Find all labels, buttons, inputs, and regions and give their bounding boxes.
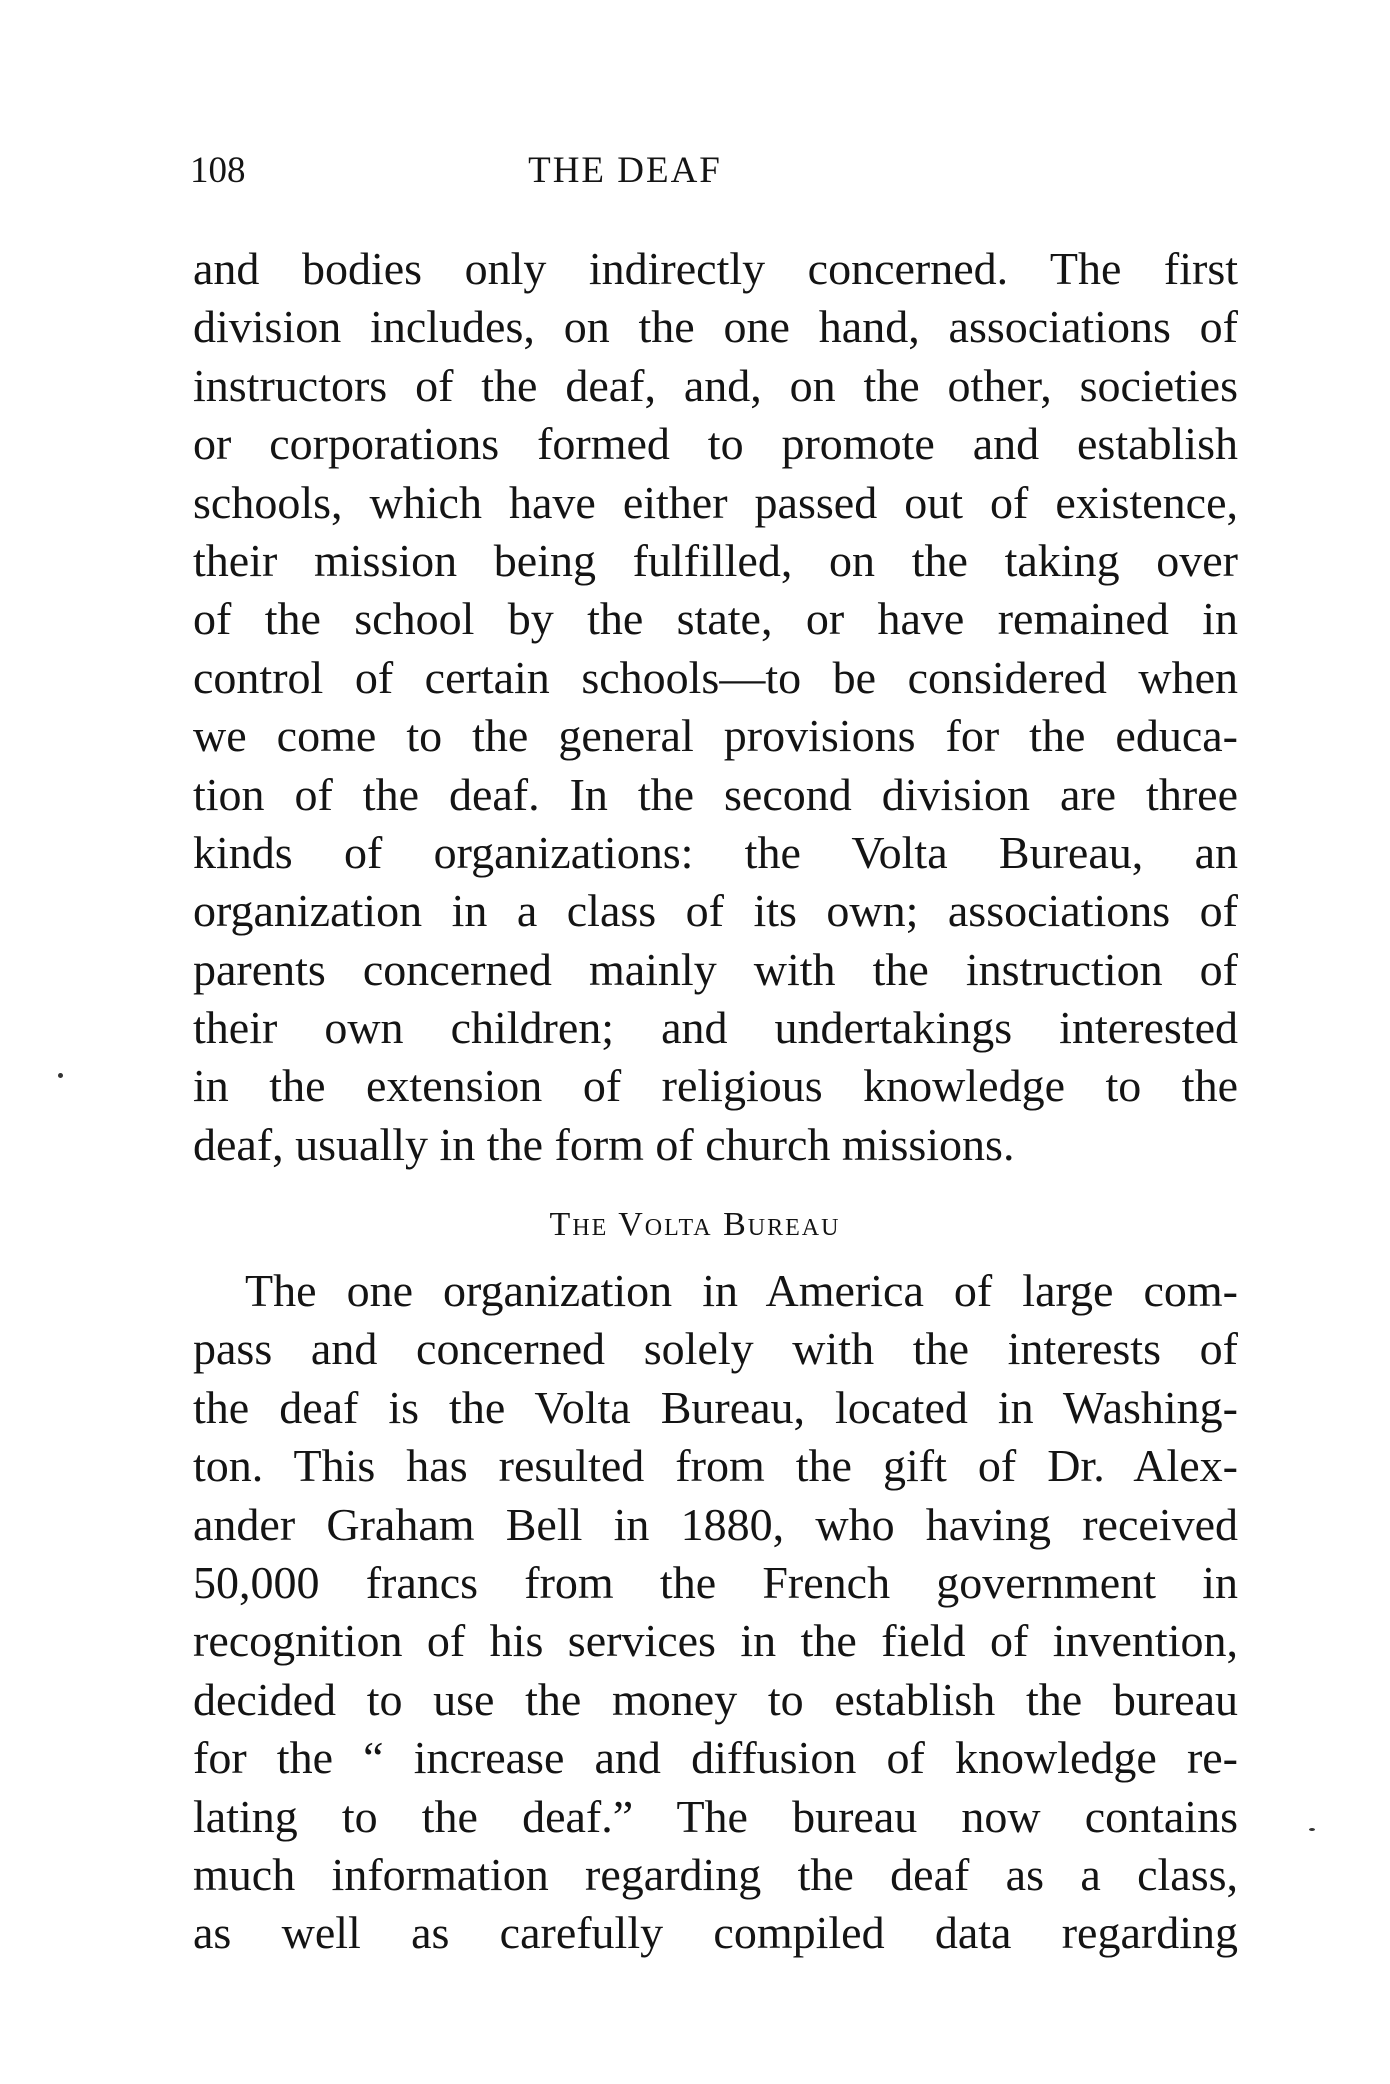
text-line: parents concerned mainly with the instruction of — [193, 943, 1238, 995]
text-line: tion of the deaf. In the second division are three — [193, 768, 1238, 820]
paragraph-2 — [193, 1262, 1238, 1963]
text-line: schools, which have either passed out of existence, — [193, 476, 1238, 528]
text-line: the deaf is the Volta Bureau, located in Washing- — [193, 1381, 1238, 1433]
text-line: much information regarding the deaf as a class, — [193, 1848, 1238, 1900]
text-line: for the “ increase and diffusion of knowledge re- — [193, 1732, 1238, 1784]
page-number: 108 — [190, 150, 246, 191]
text-line: instructors of the deaf, and, on the other, societies — [193, 359, 1238, 411]
ink-speck — [58, 1073, 63, 1078]
text-line: ton. This has resulted from the gift of Dr. Alex- — [193, 1440, 1238, 1492]
text-line: pass and concerned solely with the interests of — [193, 1323, 1238, 1375]
text-line: we come to the general provisions for the educa- — [193, 710, 1238, 762]
text-line: division includes, on the one hand, associations of — [193, 301, 1238, 353]
section-heading: The Volta Bureau — [549, 1206, 841, 1243]
text-line: their mission being fulfilled, on the taking over — [193, 534, 1238, 586]
text-line: control of certain schools—to be considered when — [193, 651, 1238, 703]
text-line: deaf, usually in the form of church missions. — [193, 1118, 1015, 1170]
text-line: and bodies only indirectly concerned. The first — [193, 243, 1238, 294]
text-line: in the extension of religious knowledge to the — [193, 1060, 1238, 1112]
text-line: kinds of organizations: the Volta Bureau, an — [193, 826, 1238, 878]
page-header — [190, 148, 1235, 208]
text-line: recognition of his services in the field of invention, — [193, 1615, 1238, 1667]
text-line: of the school by the state, or have remained in — [193, 593, 1238, 645]
running-head: THE DEAF — [528, 150, 722, 191]
text-line: as well as carefully compiled data regarding — [193, 1907, 1238, 1959]
text-line: ander Graham Bell in 1880, who having received — [193, 1498, 1238, 1550]
paragraph-1 — [193, 240, 1238, 1174]
ink-speck — [1309, 1828, 1315, 1831]
text-line: or corporations formed to promote and establish — [193, 418, 1238, 470]
text-line: The one organization in America of large com- — [245, 1265, 1238, 1316]
text-line: decided to use the money to establish the bureau — [193, 1673, 1238, 1725]
text-line: organization in a class of its own; associations of — [193, 885, 1238, 937]
text-line: lating to the deaf.” The bureau now contains — [193, 1790, 1238, 1842]
text-line: their own children; and undertakings interested — [193, 1002, 1238, 1054]
text-line: 50,000 francs from the French government in — [193, 1556, 1238, 1608]
